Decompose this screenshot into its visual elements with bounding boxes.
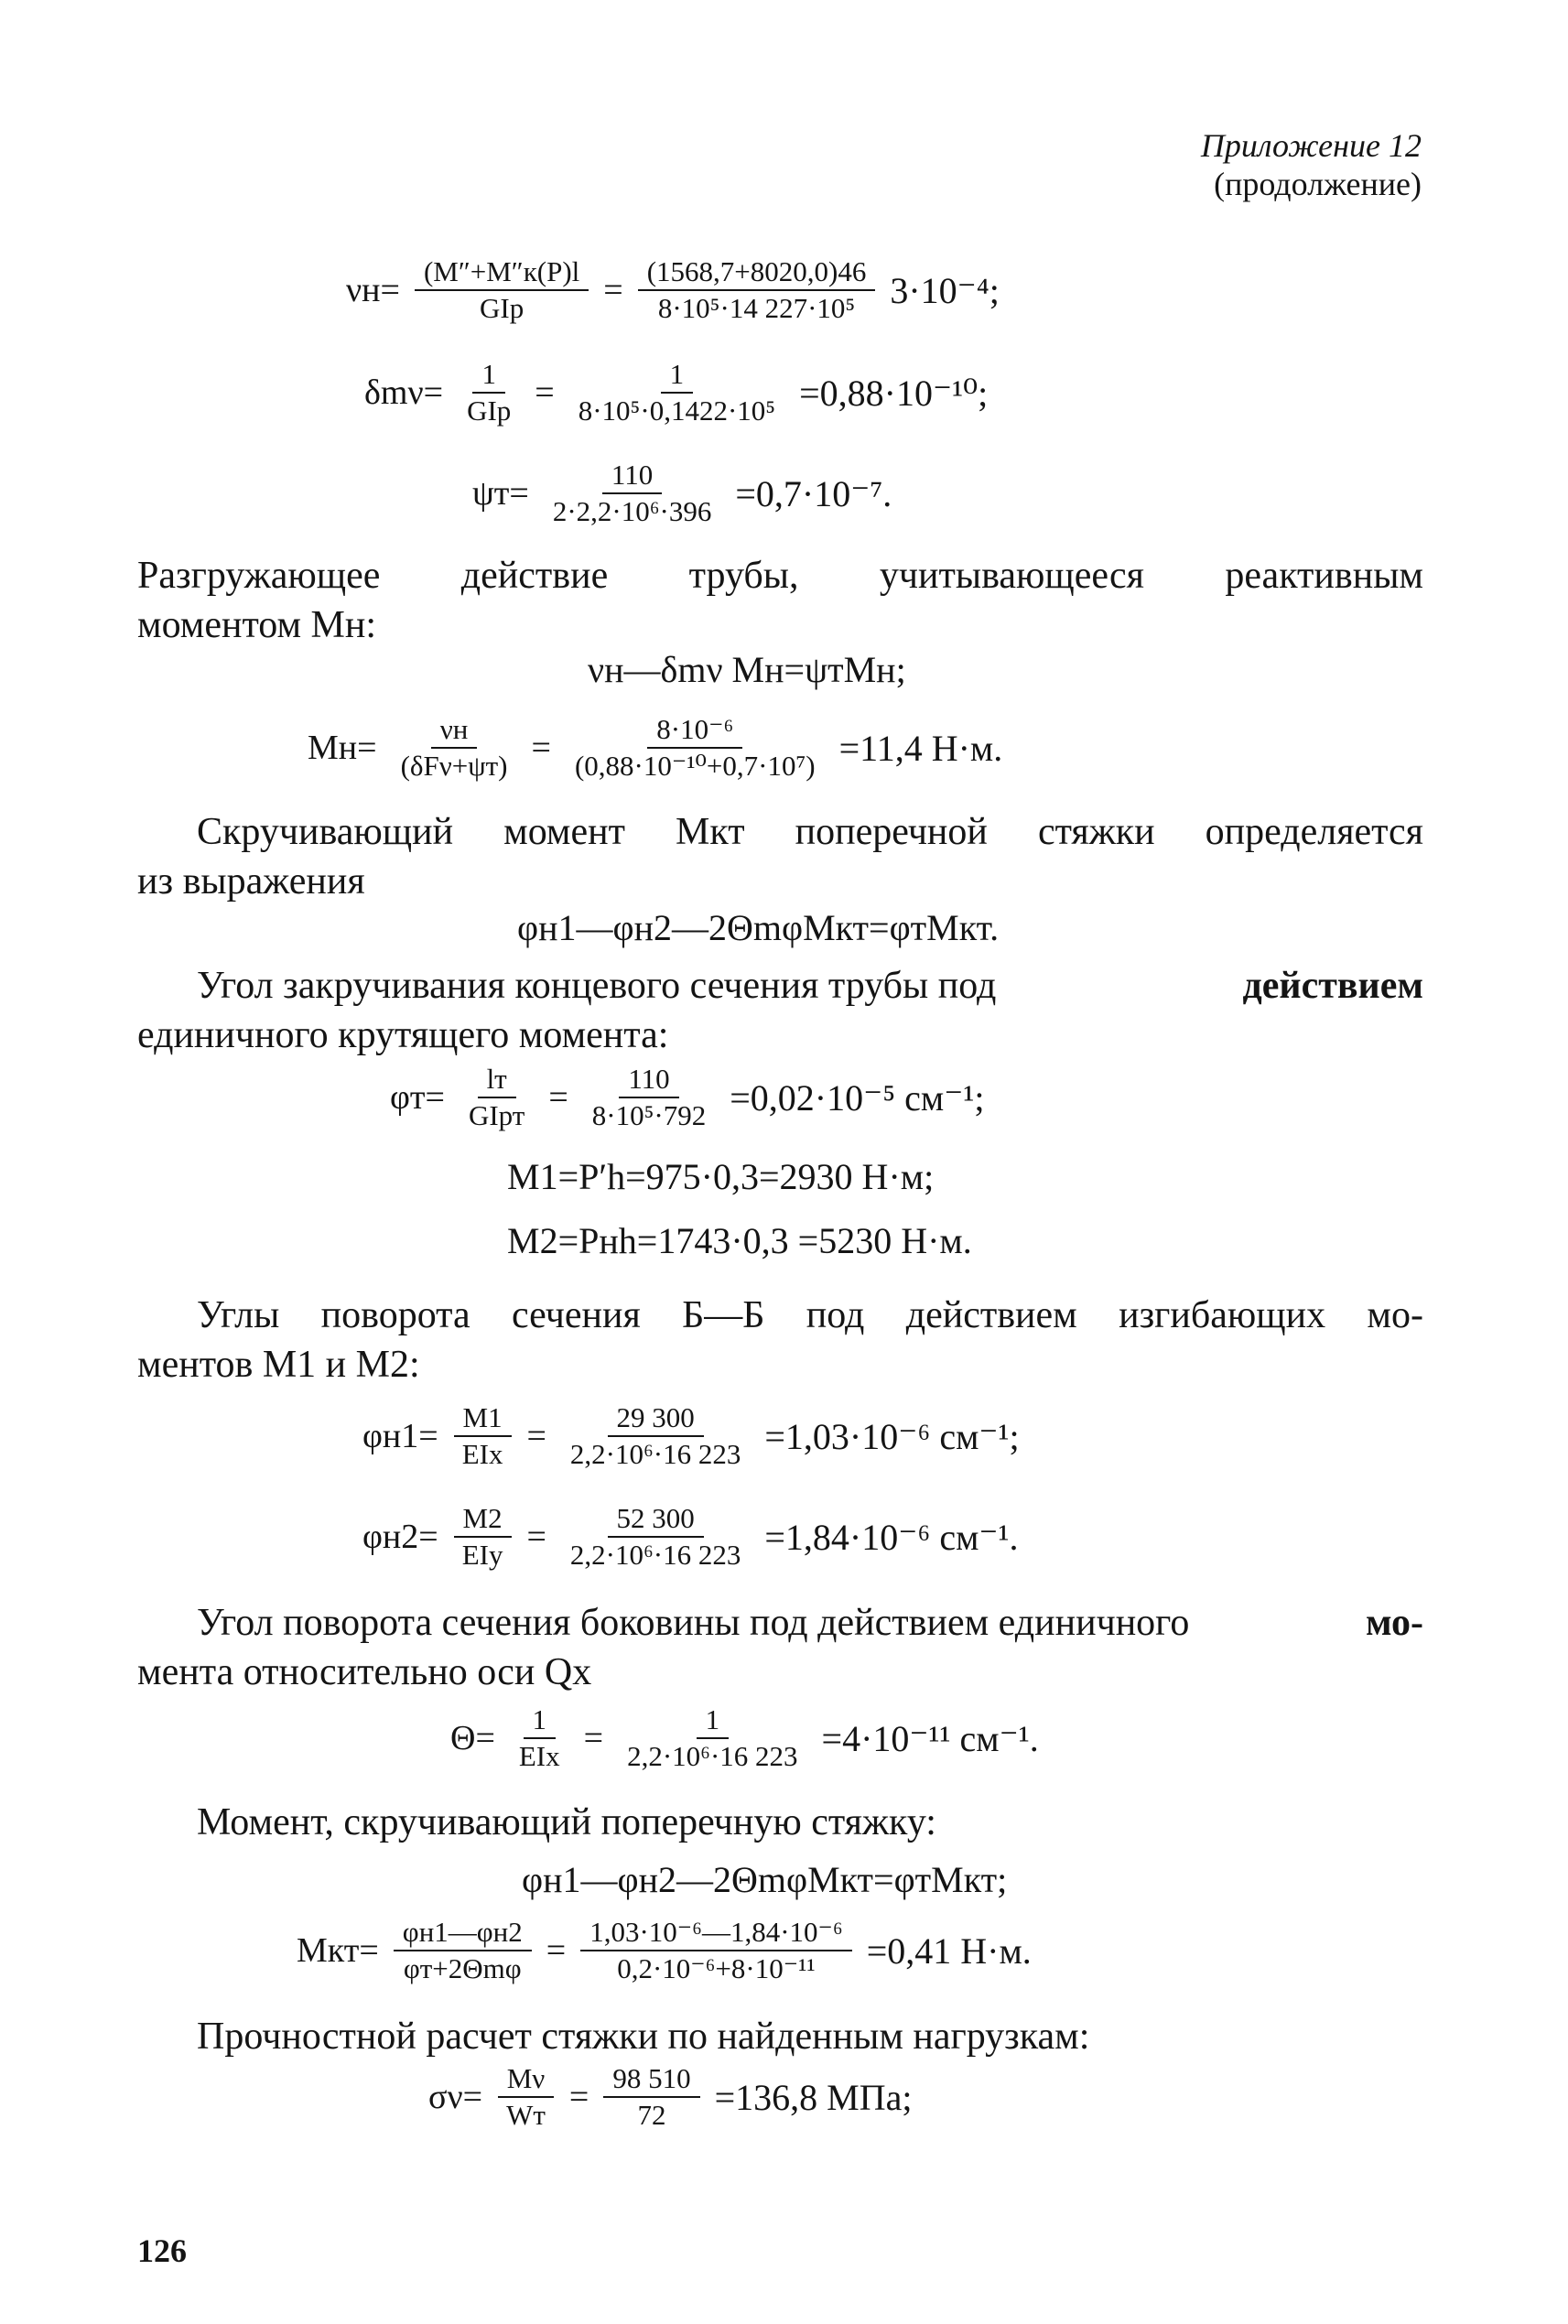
- denominator: 8·10⁵·792: [591, 1099, 707, 1131]
- fraction: [561, 1400, 750, 1472]
- equation-phi-n2: [357, 1501, 1023, 1573]
- equation-delta-mv: [359, 357, 993, 428]
- eq-result: =1,84·10⁻⁶ см⁻¹.: [764, 1516, 1019, 1558]
- text-run-bold: действием: [1242, 965, 1423, 1007]
- eq-lhs: Mн=: [308, 729, 377, 767]
- equation-m2: M2=Pнh=1743·0,3 =5230 Н·м.: [507, 1220, 972, 1261]
- fraction: [510, 1702, 569, 1774]
- fraction: [569, 357, 784, 428]
- numerator: 1: [524, 1702, 557, 1739]
- paragraph-line: [197, 1598, 1423, 1648]
- numerator: M1: [454, 1400, 512, 1437]
- numerator: νн: [431, 712, 478, 749]
- denominator: EIx: [518, 1740, 560, 1772]
- equation-twist: φн1—φн2—2ΘmφMкт=φтMкт.: [517, 907, 1000, 948]
- eq-sign: =: [526, 1518, 546, 1556]
- fraction: [566, 712, 825, 784]
- numerator: M2: [454, 1501, 512, 1538]
- denominator: EIx: [461, 1438, 503, 1470]
- denominator: GIр: [480, 292, 524, 324]
- denominator: 2,2·10⁶·16 223: [569, 1438, 741, 1470]
- numerator: 1,03·10⁻⁶—1,84·10⁻⁶: [580, 1915, 852, 1951]
- numerator: 110: [602, 458, 662, 494]
- fraction: [453, 1501, 513, 1573]
- fraction: [618, 1702, 806, 1774]
- eq-sign: =: [548, 1078, 568, 1117]
- eq-lhs: νн=: [346, 271, 400, 309]
- eq-result: =1,03·10⁻⁶ см⁻¹;: [764, 1415, 1020, 1457]
- equation-theta: [445, 1702, 1044, 1774]
- paragraph-line: Момент, скручивающий поперечную стяжку:: [197, 1801, 936, 1843]
- page-number: 126: [137, 2232, 187, 2269]
- equation-m1: M1=P′h=975·0,3=2930 Н·м;: [507, 1156, 935, 1197]
- fraction: [583, 1062, 715, 1133]
- paragraph-line: Разгружающее действие трубы, учитывающееся реактивным: [137, 555, 1423, 597]
- paragraph-line: мента относительно оси Qx: [137, 1651, 592, 1693]
- numerator: Mν: [498, 2061, 555, 2098]
- text-run: Угол поворота сечения боковины под действием единичного: [197, 1602, 1190, 1644]
- page-header: [1201, 126, 1422, 203]
- paragraph-line: Прочностной расчет стяжки по найденным нагрузкам:: [197, 2016, 1090, 2058]
- denominator: 2,2·10⁶·16 223: [627, 1740, 798, 1772]
- eq-sign: =: [526, 1417, 546, 1455]
- eq-sign: =: [568, 2078, 589, 2116]
- numerator: 1: [472, 357, 505, 394]
- denominator: 8·10⁵·14 227·10⁵: [657, 292, 856, 324]
- fraction: [460, 1062, 534, 1133]
- equation-m-kt: [291, 1915, 1037, 1986]
- paragraph-line: Скручивающий момент Mкт поперечной стяжки определяется: [197, 811, 1423, 853]
- equation-phi-t: [384, 1062, 989, 1133]
- equation-twist-2: φн1—φн2—2ΘmφMкт=φтMкт;: [522, 1859, 1008, 1900]
- denominator: φт+2Θmφ: [403, 1952, 522, 1984]
- numerator: (M″+M″к(P)l: [415, 254, 589, 291]
- denominator: (0,88·10⁻¹⁰+0,7·10⁷): [574, 750, 816, 782]
- fraction: [394, 1915, 532, 1986]
- denominator: (δFν+ψт): [400, 750, 508, 782]
- equation-m-n: [302, 712, 1008, 784]
- fraction: [561, 1501, 750, 1573]
- equation-phi-n1: [357, 1400, 1025, 1472]
- denominator: 0,2·10⁻⁶+8·10⁻¹¹: [617, 1952, 816, 1984]
- numerator: 8·10⁻⁶: [647, 712, 742, 749]
- text-run-bold: мо-: [1365, 1602, 1423, 1644]
- eq-result: =0,41 Н·м.: [866, 1929, 1032, 1972]
- denominator: 2·2,2·10⁶·396: [552, 495, 712, 527]
- numerator: 29 300: [608, 1400, 704, 1437]
- fraction: [415, 254, 589, 326]
- appendix-continued: (продолжение): [1214, 166, 1422, 202]
- fraction: [544, 458, 721, 529]
- fraction: [392, 712, 517, 784]
- text-run: Угол закручивания концевого сечения трубы под: [197, 965, 997, 1007]
- denominator: 8·10⁵·0,1422·10⁵: [578, 395, 776, 427]
- fraction: [580, 1915, 852, 1986]
- paragraph-line: из выражения: [137, 860, 365, 903]
- equation-unloading: νн—δmν Mн=ψтMн;: [588, 649, 906, 690]
- eq-result: =11,4 Н·м.: [838, 727, 1003, 769]
- paragraph-line: ментов M1 и M2:: [137, 1344, 420, 1386]
- numerator: 52 300: [608, 1501, 704, 1538]
- numerator: 1: [697, 1702, 730, 1739]
- equation-psi-t: [467, 458, 897, 529]
- fraction: [458, 357, 520, 428]
- numerator: (1568,7+8020,0)46: [638, 254, 876, 291]
- fraction: [638, 254, 876, 326]
- paragraph-line: единичного крутящего момента:: [137, 1014, 669, 1056]
- eq-sign: =: [603, 271, 623, 309]
- denominator: Wт: [506, 2099, 546, 2131]
- numerator: 1: [661, 357, 694, 394]
- denominator: 2,2·10⁶·16 223: [569, 1539, 741, 1571]
- eq-lhs: Θ=: [450, 1719, 495, 1757]
- appendix-title: Приложение 12: [1200, 127, 1422, 164]
- paragraph-line: Углы поворота сечения Б—Б под действием изгибающих мо-: [197, 1294, 1423, 1336]
- eq-lhs: σν=: [428, 2078, 483, 2116]
- eq-lhs: ψт=: [472, 474, 529, 513]
- eq-result: =0,88·10⁻¹⁰;: [799, 372, 989, 414]
- numerator: 98 510: [603, 2061, 699, 2098]
- equation-sigma: [423, 2061, 918, 2133]
- paragraph-line: [197, 961, 1423, 1011]
- denominator: EIy: [461, 1539, 503, 1571]
- eq-lhs: φт=: [390, 1078, 445, 1117]
- eq-lhs: φн2=: [362, 1518, 438, 1556]
- eq-sign: =: [546, 1931, 567, 1970]
- numerator: φн1—φн2: [394, 1915, 532, 1951]
- eq-result: 3·10⁻⁴;: [890, 269, 1000, 311]
- denominator: GIрт: [468, 1099, 525, 1131]
- denominator: GIр: [467, 395, 512, 427]
- eq-result: =4·10⁻¹¹ см⁻¹.: [821, 1717, 1039, 1759]
- numerator: lт: [478, 1062, 516, 1098]
- paragraph-line: моментом Mн:: [137, 604, 377, 646]
- fraction: [497, 2061, 555, 2133]
- eq-lhs: φн1=: [362, 1417, 438, 1455]
- eq-result: =136,8 МПа;: [714, 2076, 913, 2118]
- equation-nu-n: [341, 254, 1005, 326]
- eq-result: =0,02·10⁻⁵ см⁻¹;: [730, 1076, 985, 1119]
- eq-sign: =: [535, 373, 555, 412]
- eq-sign: =: [583, 1719, 604, 1757]
- eq-result: =0,7·10⁻⁷.: [735, 472, 892, 514]
- eq-sign: =: [531, 729, 551, 767]
- denominator: 72: [637, 2099, 666, 2131]
- fraction: [453, 1400, 513, 1472]
- fraction: [603, 2061, 699, 2133]
- numerator: 110: [619, 1062, 678, 1098]
- eq-lhs: δmν=: [364, 373, 444, 412]
- eq-lhs: Mкт=: [297, 1931, 379, 1970]
